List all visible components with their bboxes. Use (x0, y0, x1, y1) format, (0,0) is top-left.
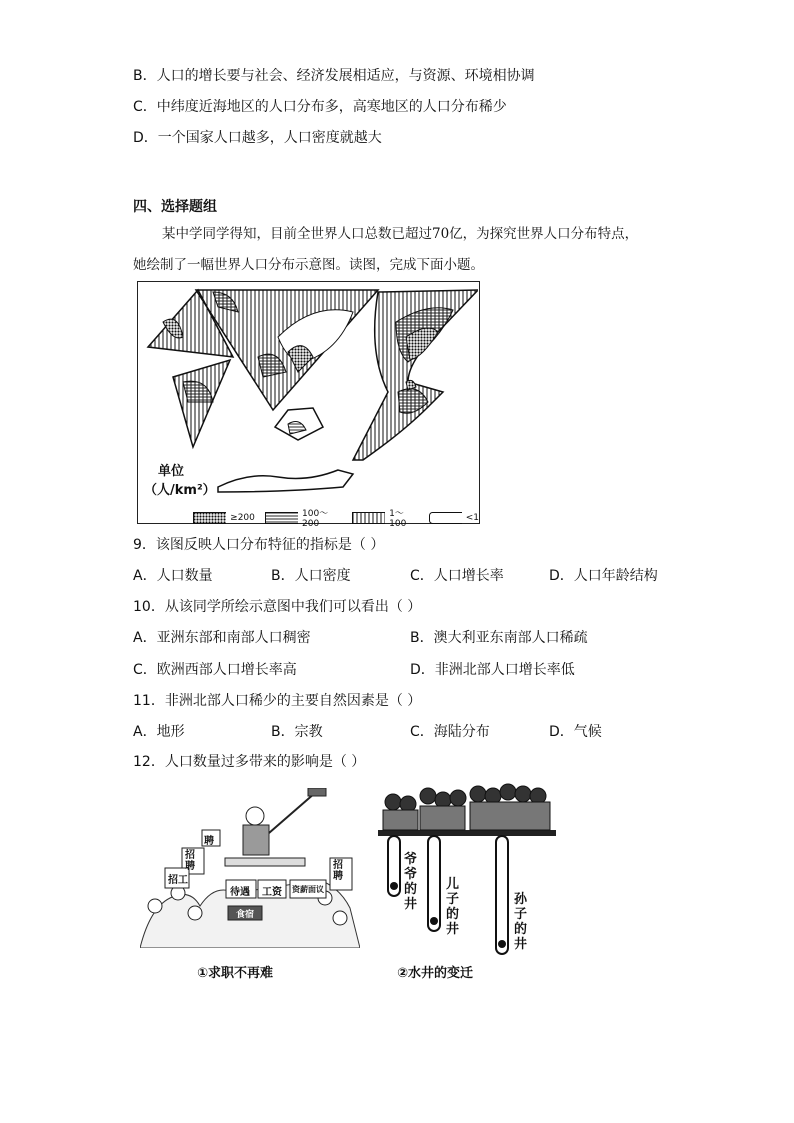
legend-label-3: 1～100 (389, 509, 407, 529)
cartoon-job-hunting (140, 788, 360, 948)
question-11-option-b: B．宗教 (271, 724, 323, 740)
question-10-option-b: B．澳大利亚东南部人口稀疏 (410, 630, 588, 646)
cartoon-1-caption: ①求职不再难 (197, 966, 274, 981)
well-son-label: 儿子的井 (446, 877, 460, 937)
cartoon-wells (378, 782, 558, 957)
cartoon-2-caption: ②水井的变迁 (397, 966, 474, 981)
section-title: 四、选择题组 (133, 199, 217, 215)
australia-region (275, 408, 323, 440)
legend-label-2: 100～200 (302, 509, 329, 529)
legend-swatch-dense (193, 512, 226, 524)
question-9-option-a: A．人口数量 (133, 568, 213, 584)
question-12-stem: 12．人口数量过多带来的影响是（ ） (133, 754, 366, 770)
question-11-option-a: A．地形 (133, 724, 185, 740)
question-10-option-d: D．非洲北部人口增长率低 (410, 662, 575, 678)
legend-label-4: <1 (465, 512, 479, 523)
well-grandfather-label: 爷爷的井 (404, 852, 418, 912)
unit-value: （人/km²） (144, 483, 216, 498)
question-10-option-c: C．欧洲西部人口增长率高 (133, 662, 297, 678)
sign-room-board: 食宿 (236, 910, 255, 920)
legend-label-1: ≥200 (230, 512, 255, 523)
question-9-option-c: C．人口增长率 (410, 568, 504, 584)
sign-recruit-3: 招聘 (333, 860, 343, 882)
legend-swatch-empty (429, 512, 462, 524)
question-9-option-d: D．人口年龄结构 (549, 568, 658, 584)
option-d-prev: D．一个国家人口越多，人口密度就越大 (133, 130, 382, 146)
question-11-option-d: D．气候 (549, 724, 602, 740)
asia-region (353, 290, 478, 460)
sign-recruit-1: 聘 (204, 836, 214, 847)
sign-recruit-2: 招聘 (185, 850, 195, 872)
antarctica-region (218, 470, 353, 492)
option-c-prev: C．中纬度近海地区的人口分布多，高寒地区的人口分布稀少 (133, 99, 507, 115)
intro-line-1: 某中学同学得知，目前全世界人口总数已超过70亿，为探究世界人口分布特点， (162, 226, 639, 242)
option-b-prev: B．人口的增长要与社会、经济发展相适应，与资源、环境相协调 (133, 68, 535, 84)
sign-treatment: 待遇 (230, 887, 250, 898)
unit-label: 单位 (158, 464, 185, 479)
legend-swatch-hlines (265, 512, 298, 524)
sign-salary-negotiable: 资薪面议 (292, 885, 324, 894)
question-11-option-c: C．海陆分布 (410, 724, 490, 740)
question-10-option-a: A．亚洲东部和南部人口稠密 (133, 630, 311, 646)
legend-swatch-vlines (352, 512, 385, 524)
sign-recruit-worker: 招工 (168, 875, 188, 886)
intro-line-2: 她绘制了一幅世界人口分布示意图。读图，完成下面小题。 (133, 257, 484, 273)
well-grandson-label: 孙子的井 (514, 892, 528, 952)
sign-salary: 工资 (262, 887, 282, 898)
map-legend (193, 506, 479, 529)
question-9-option-b: B．人口密度 (271, 568, 351, 584)
question-10-stem: 10．从该同学所绘示意图中我们可以看出（ ） (133, 599, 422, 615)
question-11-stem: 11．非洲北部人口稀少的主要自然因素是（ ） (133, 693, 422, 709)
question-9-stem: 9．该图反映人口分布特征的指标是（ ） (133, 537, 385, 553)
world-population-map (137, 281, 480, 529)
